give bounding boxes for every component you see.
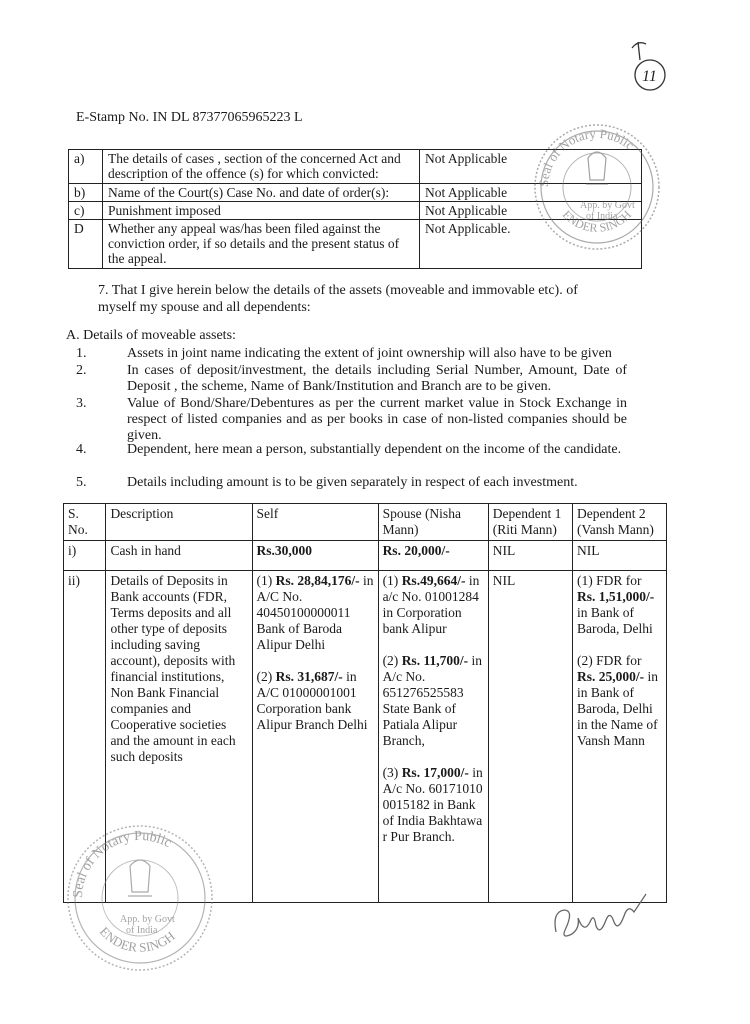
section-a-heading: A. Details of moveable assets:: [66, 328, 236, 343]
item-number: 1.: [76, 346, 87, 361]
row-description: Whether any appeal was/has been filed against the conviction order, if so details and the present status of the appeal.: [103, 220, 420, 269]
estamp-number: E-Stamp No. IN DL 87377065965223 L: [76, 110, 303, 125]
seal-top-text: Seal of Notary Public: [70, 828, 174, 899]
table-row: [64, 541, 667, 571]
cell-dependent-2: NIL: [573, 541, 667, 571]
item-text: In cases of deposit/investment, the details including Serial Number, Amount, Date of Deposit , the scheme, Name of Bank/Institution and Branch are to be given.: [127, 363, 627, 394]
row-label: a): [69, 150, 103, 184]
row-description: Punishment imposed: [103, 201, 420, 219]
seal-name-text: ENDER SINGH: [96, 923, 178, 955]
column-header: Dependent 1 (Riti Mann): [488, 504, 572, 541]
cell-dependent-1: NIL: [488, 571, 572, 903]
cell-spouse: [378, 571, 488, 903]
cell-dependent-2: [573, 571, 667, 903]
column-header: Description: [106, 504, 252, 541]
item-text: Details including amount is to be given separately in respect of each investment.: [127, 475, 578, 490]
item-number: 4.: [76, 442, 87, 457]
seal-top-text: Seal of Notary Public: [535, 125, 638, 188]
row-label: D: [69, 220, 103, 269]
page-number: 11: [642, 68, 657, 85]
deposit-entry: (3) Rs. 17,000/- in A/c No. 601710100015182 in Bank of India Bakhtawar Pur Branch.: [382, 765, 483, 844]
signature: [548, 882, 658, 948]
deposit-entry: (1) Rs. 28,84,176/- in A/C No. 40450100000011 Bank of Baroda Alipur Delhi: [256, 573, 374, 652]
row-value: Not Applicable.: [420, 220, 642, 269]
item-text: Value of Bond/Share/Debentures as per the current market value in Stock Exchange in respect of listed companies and as per books in case of non-listed companies should be given.: [127, 396, 627, 443]
deposit-entry: (1) FDR for Rs. 1,51,000/- in Bank of Baroda, Delhi: [577, 573, 655, 636]
cell-dependent-1: NIL: [488, 541, 572, 571]
deposit-entry: (2) Rs. 11,700/- in A/c No. 651276525583 State Bank of Patiala Alipur Branch,: [382, 653, 482, 748]
svg-text:of India: of India: [126, 925, 158, 936]
svg-text:App. by Govt: App. by Govt: [120, 914, 175, 925]
deposit-entry: (2) Rs. 31,687/- in A/C 01000001001 Corporation bank Alipur Branch Delhi: [256, 669, 368, 732]
row-description: The details of cases , section of the concerned Act and description of the offence (s) for which convicted:: [103, 150, 420, 184]
svg-text:of India: of India: [586, 211, 618, 222]
row-value: Not Applicable: [420, 183, 642, 201]
item-text: Dependent, here mean a person, substantially dependent on the income of the candidate.: [127, 442, 622, 457]
emblem-icon: [586, 152, 608, 184]
cell-spouse: Rs. 20,000/-: [378, 541, 488, 571]
item-number: 3.: [76, 396, 87, 411]
column-header: Self: [252, 504, 378, 541]
column-header: Dependent 2 (Vansh Mann): [573, 504, 667, 541]
page-number-mark: [628, 30, 688, 100]
notary-seal: [528, 118, 666, 256]
item-number: 2.: [76, 363, 87, 378]
cell-sno: i): [64, 541, 106, 571]
cell-description: Cash in hand: [106, 541, 252, 571]
seal-name-text: ENDER SINGH: [559, 207, 635, 235]
cell-self: Rs.30,000: [252, 541, 378, 571]
cell-sno: ii): [64, 571, 106, 903]
row-label: c): [69, 201, 103, 219]
cell-description: Details of Deposits in Bank accounts (FDR, Terms deposits and all other type of deposits including saving account), deposits with financial institutions, Non Bank Financial companies and Cooperative societies and the amount in each such deposits: [106, 571, 252, 903]
emblem-icon: [128, 860, 152, 896]
row-value: Not Applicable: [420, 150, 642, 184]
deposit-entry: (2) FDR for Rs. 25,000/- in in Bank of Baroda, Delhi in the Name of Vansh Mann: [577, 653, 659, 748]
column-header: Spouse (Nisha Mann): [378, 504, 488, 541]
paragraph-7: 7. That I give herein below the details of the assets (moveable and immovable etc). of myself my spouse and all dependents:: [98, 283, 578, 315]
notary-seal-bottom: [60, 818, 220, 978]
row-label: b): [69, 183, 103, 201]
row-value: Not Applicable: [420, 201, 642, 219]
item-number: 5.: [76, 475, 87, 490]
svg-text:App. by Govt: App. by Govt: [580, 200, 635, 211]
cell-self: [252, 571, 378, 903]
table-header-row: [64, 504, 667, 541]
column-header: S. No.: [64, 504, 106, 541]
row-description: Name of the Court(s) Case No. and date of order(s):: [103, 183, 420, 201]
deposit-entry: (1) Rs.49,664/- in a/c No. 01001284 in Corporation bank Alipur: [382, 573, 480, 636]
item-text: Assets in joint name indicating the extent of joint ownership will also have to be given: [127, 346, 612, 361]
